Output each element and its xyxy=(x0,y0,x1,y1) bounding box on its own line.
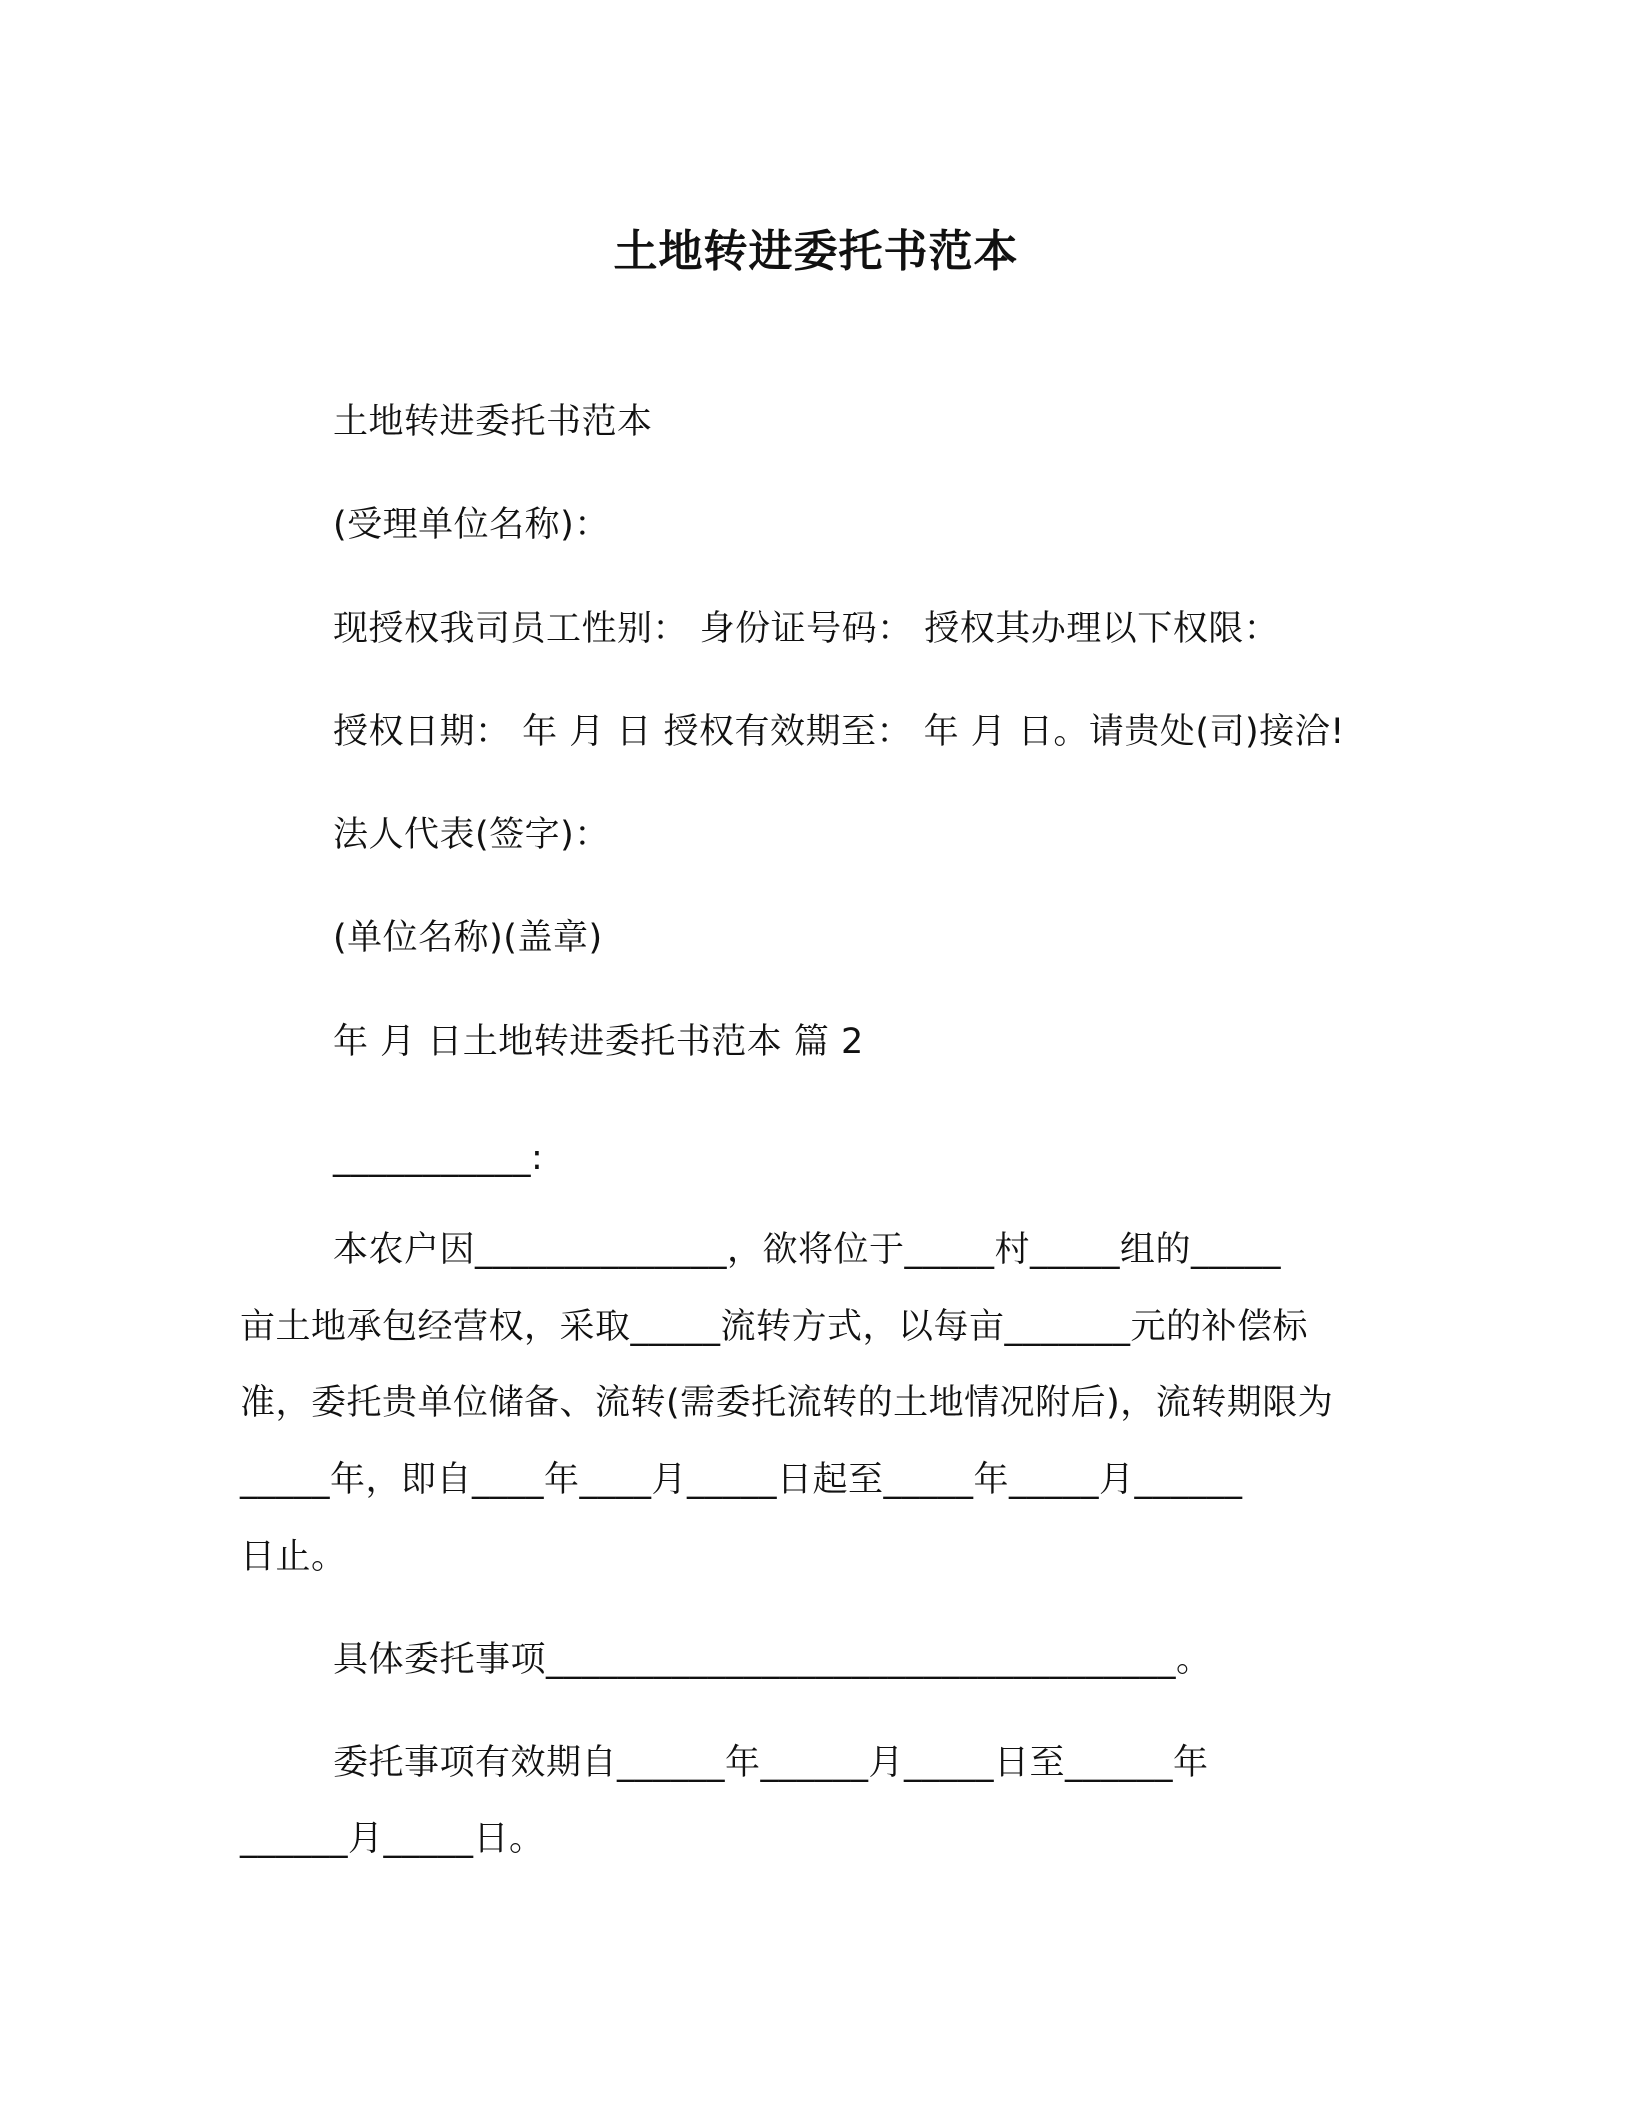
authorization-line: 现授权我司员工性别： 身份证号码： 授权其办理以下权限： xyxy=(333,609,1280,649)
recipient-line: (受理单位名称)： xyxy=(333,505,610,545)
paragraph-1-line-5: 日止。 xyxy=(240,1537,347,1577)
document-title: 土地转进委托书范本 xyxy=(613,226,1019,277)
date-and-heading-line: 年 月 日土地转进委托书范本 篇 2 xyxy=(333,1022,864,1062)
authorization-date-line: 授权日期： 年 月 日 授权有效期至： 年 月 日。请贵处(司)接洽! xyxy=(333,712,1345,752)
paragraph-1-line-4: _____年，即自____年____月_____日起至_____年_____月______ xyxy=(240,1460,1243,1500)
addressee-blank-line: ___________: xyxy=(333,1138,544,1178)
paragraph-1-line-2: 亩土地承包经营权，采取_____流转方式，以每亩_______元的补偿标 xyxy=(240,1307,1309,1347)
legal-representative-line: 法人代表(签字)： xyxy=(333,815,610,855)
validity-period-line-2: ______月_____日。 xyxy=(240,1819,545,1859)
validity-period-line-1: 委托事项有效期自______年______月_____日至______年 xyxy=(333,1743,1209,1783)
subtitle-line: 土地转进委托书范本 xyxy=(333,402,653,442)
specific-matters-line: 具体委托事项___________________________________。 xyxy=(333,1640,1212,1680)
paragraph-1-line-1: 本农户因______________，欲将位于_____村_____组的_____ xyxy=(333,1230,1282,1270)
paragraph-1-line-3: 准，委托贵单位储备、流转(需委托流转的土地情况附后)，流转期限为 xyxy=(240,1383,1334,1423)
unit-seal-line: (单位名称)(盖章) xyxy=(333,918,603,958)
